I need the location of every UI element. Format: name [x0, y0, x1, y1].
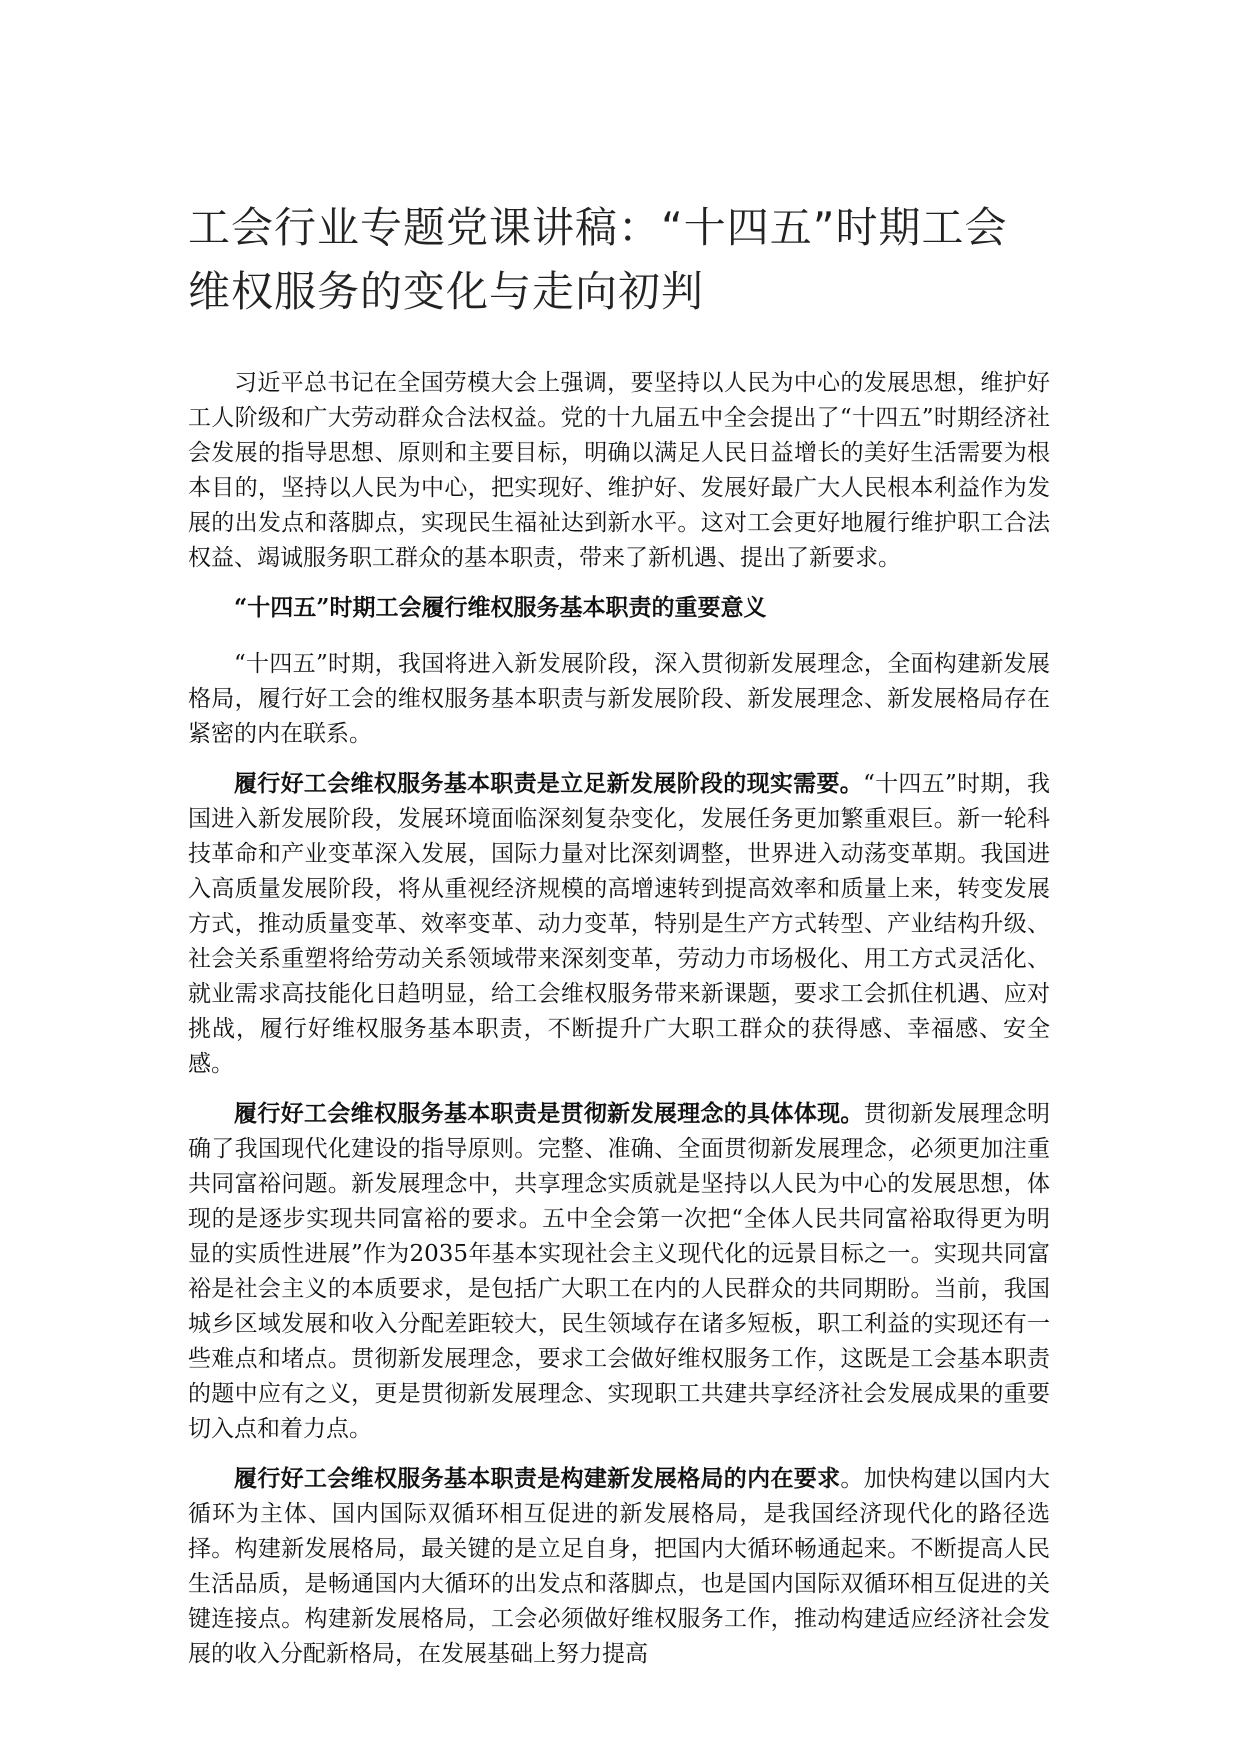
point-body-3: 。加快构建以国内大循环为主体、国内国际双循环相互促进的新发展格局，是我国经济现代化的路径选择。构建新发展格局，最关键的是立足自身，把国内大循环畅通起来。不断提高人民生活品质，是畅通国内大循环的出发点和落脚点，也是国内国际双循环相互促进的关键连接点。构建新发展格局，工会必须做好维权服务工作，推动构建适应经济社会发展的收入分配新格局，在发展基础上努力提高 — [188, 1466, 1051, 1667]
point-paragraph-2 — [188, 1096, 1050, 1447]
point-paragraph-3 — [188, 1461, 1050, 1672]
document-body — [188, 196, 1050, 1686]
document-title: 工会行业专题党课讲稿：“十四五”时期工会维权服务的变化与走向初判 — [188, 203, 1008, 316]
point-lead-2: 履行好工会维权服务基本职责是贯彻新发展理念的具体体现。 — [234, 1100, 864, 1127]
point-lead-3: 履行好工会维权服务基本职责是构建新发展格局的内在要求 — [234, 1465, 841, 1492]
point-paragraph-1 — [188, 766, 1050, 1082]
intro-paragraph: 习近平总书记在全国劳模大会上强调，要坚持以人民为中心的发展思想，维护好工人阶级和广大劳动群众合法权益。党的十九届五中全会提出了“十四五”时期经济社会发展的指导思想、原则和主要目标，明确以满足人民日益增长的美好生活需要为根本目的，坚持以人民为中心，把实现好、维护好、发展好最广大人民根本利益作为发展的出发点和落脚点，实现民生福祉达到新水平。这对工会更好地履行维护职工合法权益、竭诚服务职工群众的基本职责，带来了新机遇、提出了新要求。 — [188, 370, 1050, 571]
section-intro-paragraph: “十四五”时期，我国将进入新发展阶段，深入贯彻新发展理念，全面构建新发展格局，履行好工会的维权服务基本职责与新发展阶段、新发展理念、新发展格局存在紧密的内在联系。 — [188, 651, 1050, 747]
point-body-2: 贯彻新发展理念明确了我国现代化建设的指导原则。完整、准确、全面贯彻新发展理念，必须更加注重共同富裕问题。新发展理念中，共享理念实质就是坚持以人民为中心的发展思想，体现的是逐步实现共同富裕的要求。五中全会第一次把“全体人民共同富裕取得更为明显的实质性进展”作为2035年基本实现社会主义现代化的远景目标之一。实现共同富裕是社会主义的本质要求，是包括广大职工在内的人民群众的共同期盼。当前，我国城乡区域发展和收入分配差距较大，民生领域存在诸多短板，职工利益的实现还有一些难点和堵点。贯彻新发展理念，要求工会做好维权服务工作，这既是工会基本职责的题中应有之义，更是贯彻新发展理念、实现职工共建共享经济社会发展成果的重要切入点和着力点。 — [188, 1101, 1051, 1442]
section-heading: “十四五”时期工会履行维权服务基本职责的重要意义 — [234, 594, 767, 621]
point-body-1: “十四五”时期，我国进入新发展阶段，发展环境面临深刻复杂变化，发展任务更加繁重艰巨。新一轮科技革命和产业变革深入发展，国际力量对比深刻调整，世界进入动荡变革期。我国进入高质量发展阶段，将从重视经济规模的高增速转到提高效率和质量上来，转变发展方式，推动质量变革、效率变革、动力变革，特别是生产方式转型、产业结构升级、社会关系重塑将给劳动关系领域带来深刻变革，劳动力市场极化、用工方式灵活化、就业需求高技能化日趋明显，给工会维权服务带来新课题，要求工会抓住机遇、应对挑战，履行好维权服务基本职责，不断提升广大职工群众的获得感、幸福感、安全感。 — [188, 771, 1050, 1077]
point-lead-1: 履行好工会维权服务基本职责是立足新发展阶段的现实需要。 — [234, 770, 864, 797]
